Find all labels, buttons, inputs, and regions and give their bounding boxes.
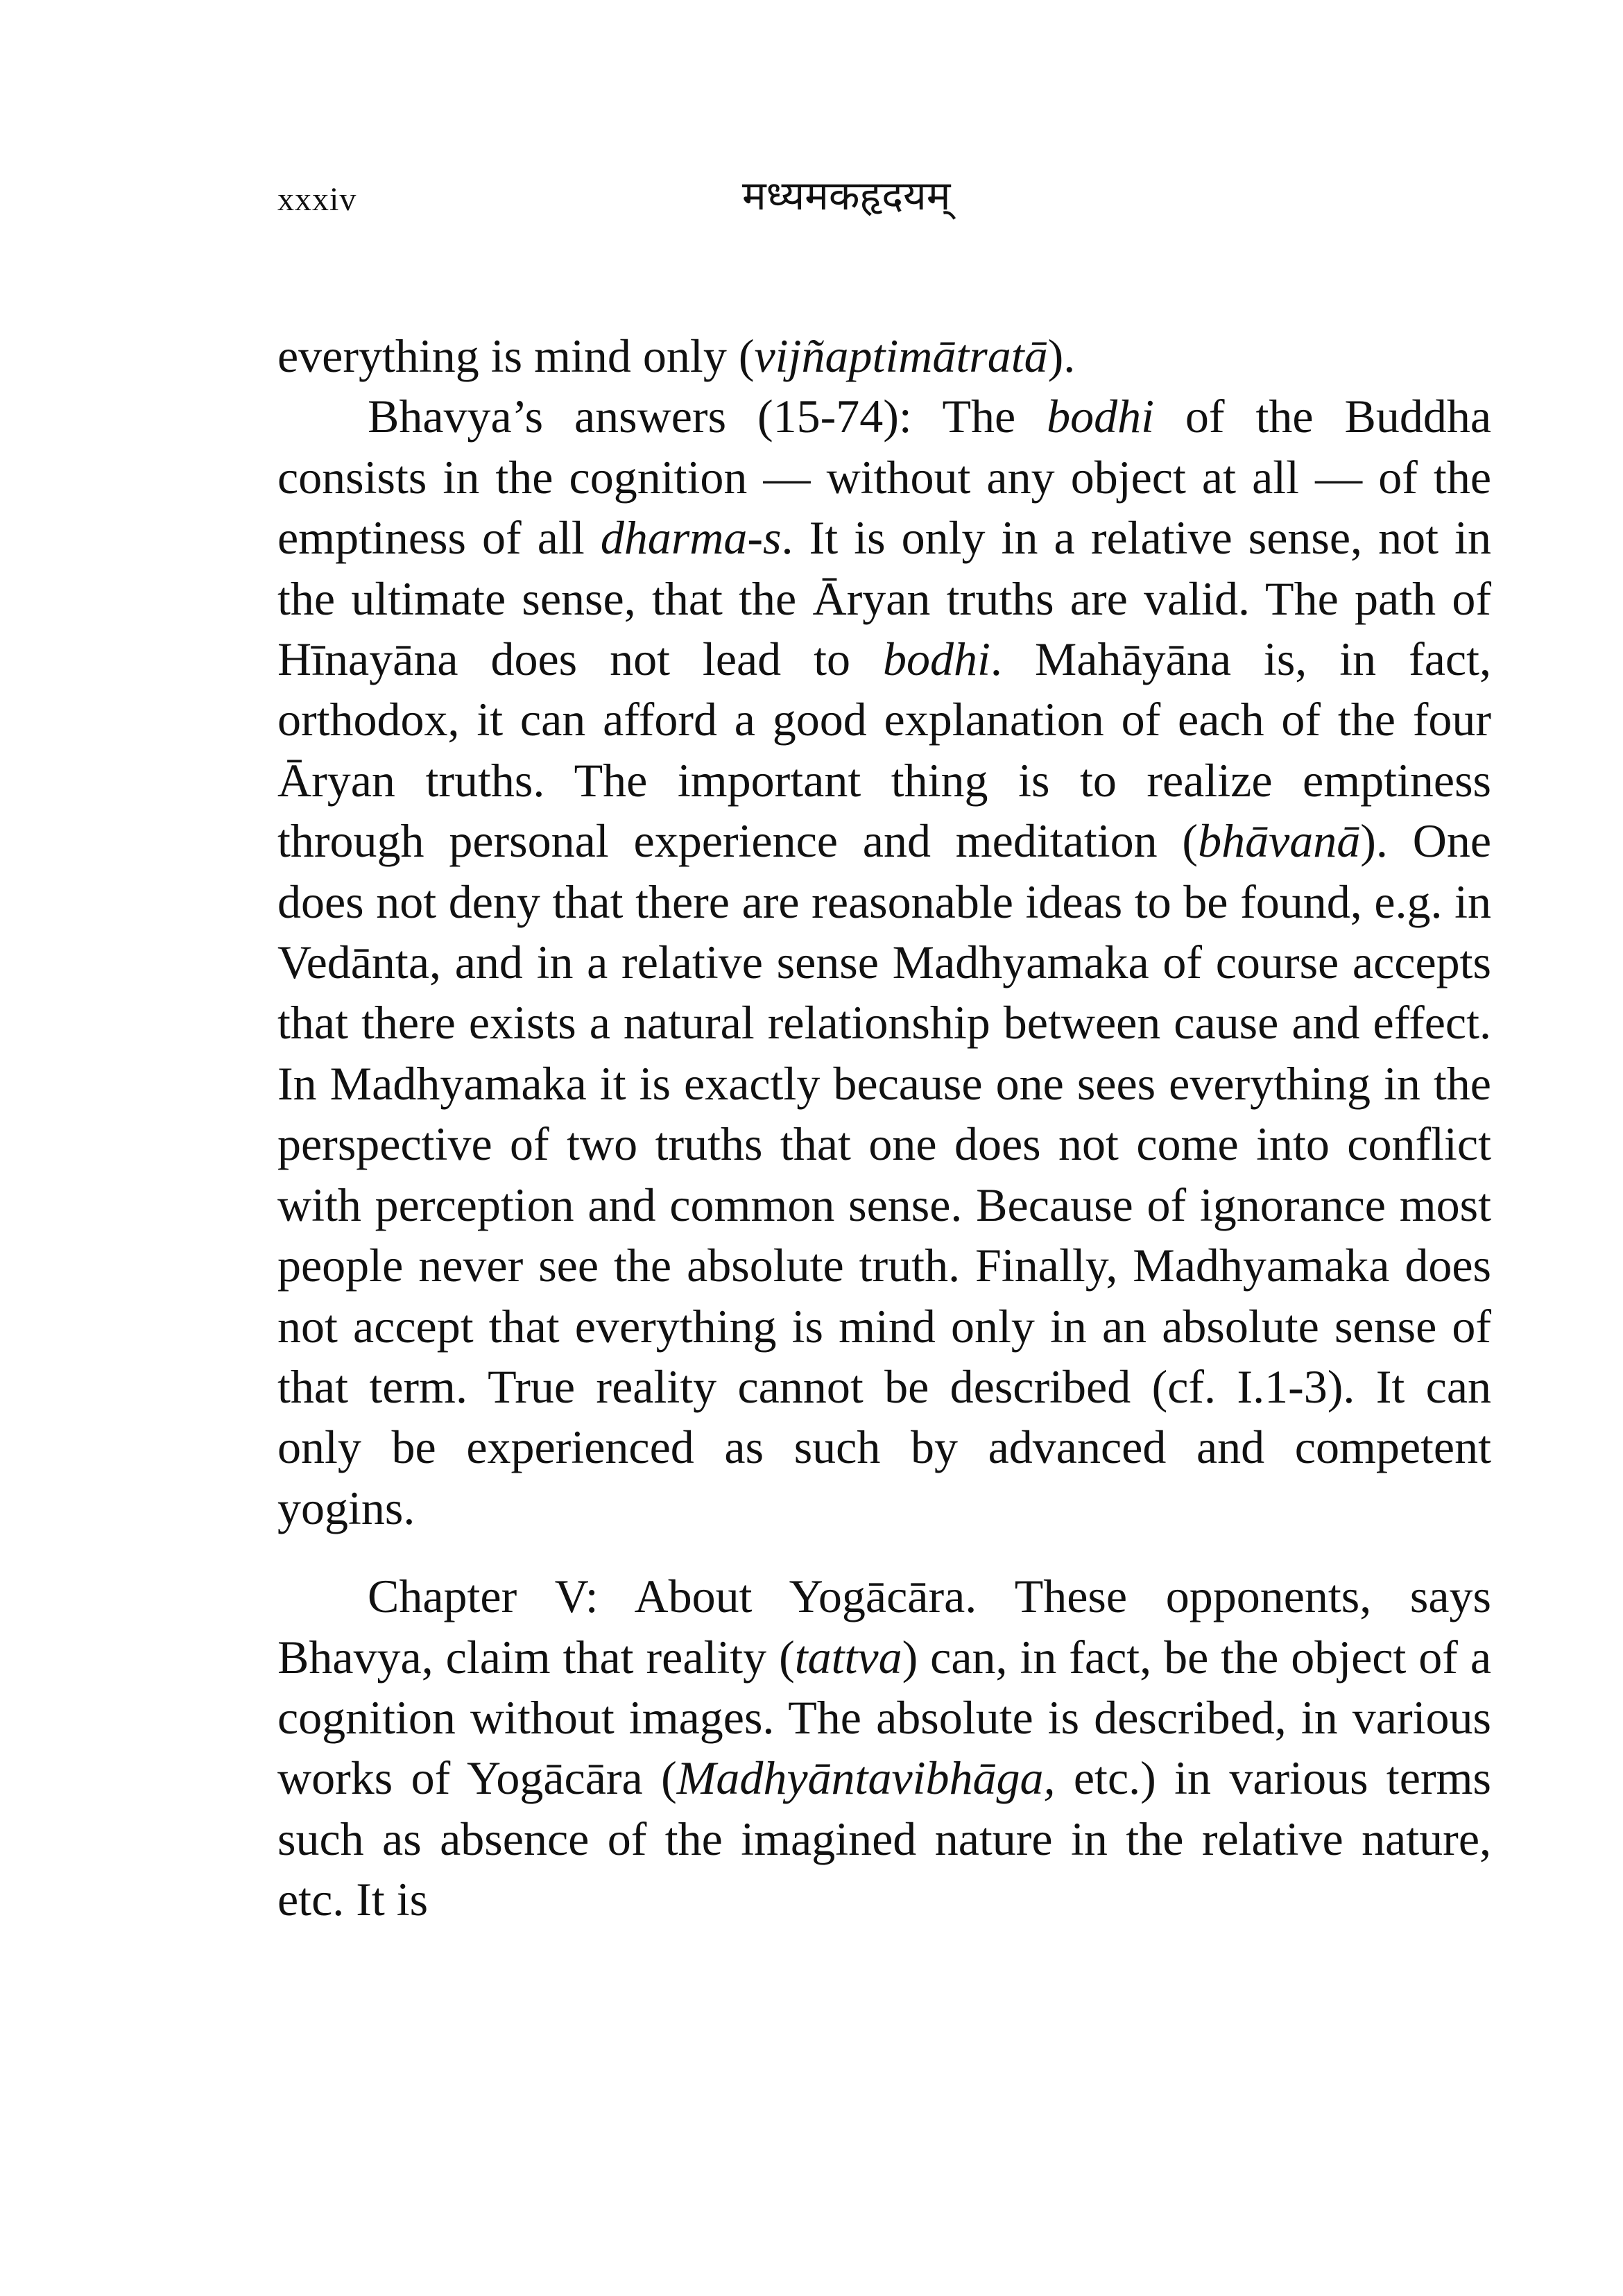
italic-term: bodhi <box>882 633 990 686</box>
text-run: ) can, in fact, be the object of a cognition without images. The absolute is described, in various works of Yogācāra ( <box>277 1630 1492 1805</box>
paragraph-2 <box>277 386 1491 1539</box>
text-run: etc.) in various terms such as absence of the imagined nature in the relative nature, etc. It is <box>277 1751 1491 1926</box>
text-run: Bhavya’s answers (15-74): The <box>368 390 1047 443</box>
page-number: xxxiv <box>277 181 357 218</box>
italic-term: vijñaptimātratā <box>754 329 1048 382</box>
text-run: . It is only in a relative sense, not in the ultimate sense, that the Āryan truths are valid. The path of Hīnayāna does not lead to <box>277 511 1491 686</box>
text-run: of the Buddha consists in the cognition — without any object at all — of the emptiness of all <box>277 390 1491 565</box>
running-title: मध्यमकहृदयम् <box>742 172 951 219</box>
italic-term: bhāvanā <box>1198 814 1361 868</box>
text-run: . Mahāyāna is, in fact, orthodox, it can afford a good explanation of each of the four Āryan truths. The important thing is to realize emptiness through personal experience and meditation ( <box>277 633 1491 868</box>
text-run: ). <box>1047 329 1076 382</box>
paragraph-3 <box>277 1566 1491 1930</box>
italic-term: bodhi <box>1047 390 1154 443</box>
text-run: everything is mind only ( <box>277 329 755 382</box>
paragraph-1 <box>277 326 1491 386</box>
italic-term: dharma-s <box>600 511 782 565</box>
italic-term: Madhyāntavibhāga, <box>676 1751 1056 1805</box>
text-run: ). One does not deny that there are reasonable ideas to be found, e.g. in Vedānta, and in a relative sense Madhyamaka of course accepts that there exists a natural relationship between cause and effect. In Madhyamaka it is exactly because one sees everything in the perspective of two truths that one does not come into conflict with perception and common sense. Because of ignorance most people never see the absolute truth. Finally, Madhyamaka does not accept that everything is mind only in an absolute sense of that term. True reality cannot be described (cf. I.1-3). It can only be experienced as such by advanced and competent yogins. <box>277 814 1491 1534</box>
text-run: Chapter V: About Yogācāra. These opponents, says Bhavya, claim that reality ( <box>277 1570 1491 1684</box>
page-header <box>277 166 1484 250</box>
italic-term: tattva <box>794 1630 902 1684</box>
main-text <box>277 326 1491 1930</box>
